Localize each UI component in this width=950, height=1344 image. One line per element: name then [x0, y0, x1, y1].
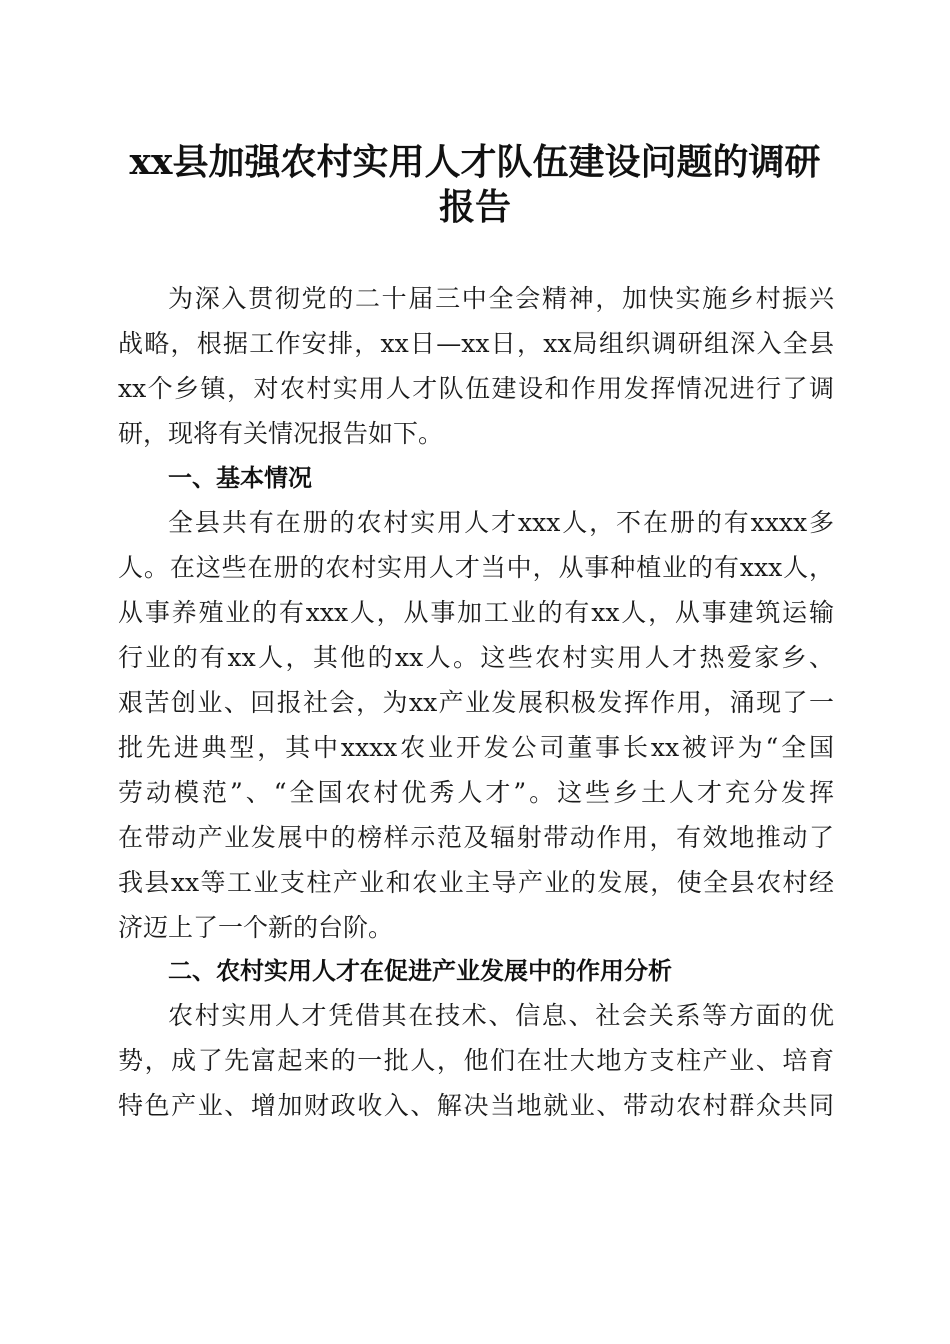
- section-1-line-10: 济迈上了一个新的台阶。: [118, 913, 394, 942]
- section-1-line-3: 从事养殖业的有xxx人，从事加工业的有xx人，从事建筑运输: [118, 598, 834, 627]
- section-1-line-8: 在带动产业发展中的榜样示范及辐射带动作用，有效地推动了: [118, 823, 834, 852]
- section-1-line-4: 行业的有xx人，其他的xx人。这些农村实用人才热爱家乡、: [118, 643, 834, 672]
- section-1-heading: 一、基本情况: [168, 464, 312, 492]
- section-1-line-6: 批先进典型，其中xxxx农业开发公司董事长xx被评为“全国: [118, 733, 834, 762]
- intro-line-1: 为深入贯彻党的二十届三中全会精神，加快实施乡村振兴: [168, 284, 834, 313]
- document-title-line-2: 报告: [438, 186, 511, 228]
- intro-line-2: 战略，根据工作安排，xx日—xx日，xx局组织调研组深入全县: [118, 329, 834, 358]
- section-1-line-5: 艰苦创业、回报社会，为xx产业发展积极发挥作用，涌现了一: [118, 688, 834, 717]
- section-1-line-2: 人。在这些在册的农村实用人才当中，从事种植业的有xxx人，: [118, 553, 834, 582]
- intro-line-4: 研，现将有关情况报告如下。: [118, 419, 444, 448]
- section-2-heading: 二、农村实用人才在促进产业发展中的作用分析: [168, 957, 672, 985]
- intro-line-3: xx个乡镇，对农村实用人才队伍建设和作用发挥情况进行了调: [118, 374, 834, 403]
- document-title-line-1: xx县加强农村实用人才队伍建设问题的调研: [129, 141, 821, 183]
- section-1-line-7: 劳动模范”、“全国农村优秀人才”。这些乡土人才充分发挥: [118, 778, 834, 807]
- section-1-line-1: 全县共有在册的农村实用人才xxx人，不在册的有xxxx多: [168, 508, 834, 537]
- section-2-line-3: 特色产业、增加财政收入、解决当地就业、带动农村群众共同: [118, 1091, 834, 1120]
- section-2-line-2: 势，成了先富起来的一批人，他们在壮大地方支柱产业、培育: [118, 1046, 834, 1075]
- section-1-line-9: 我县xx等工业支柱产业和农业主导产业的发展，使全县农村经: [118, 868, 834, 897]
- section-2-line-1: 农村实用人才凭借其在技术、信息、社会关系等方面的优: [168, 1001, 834, 1030]
